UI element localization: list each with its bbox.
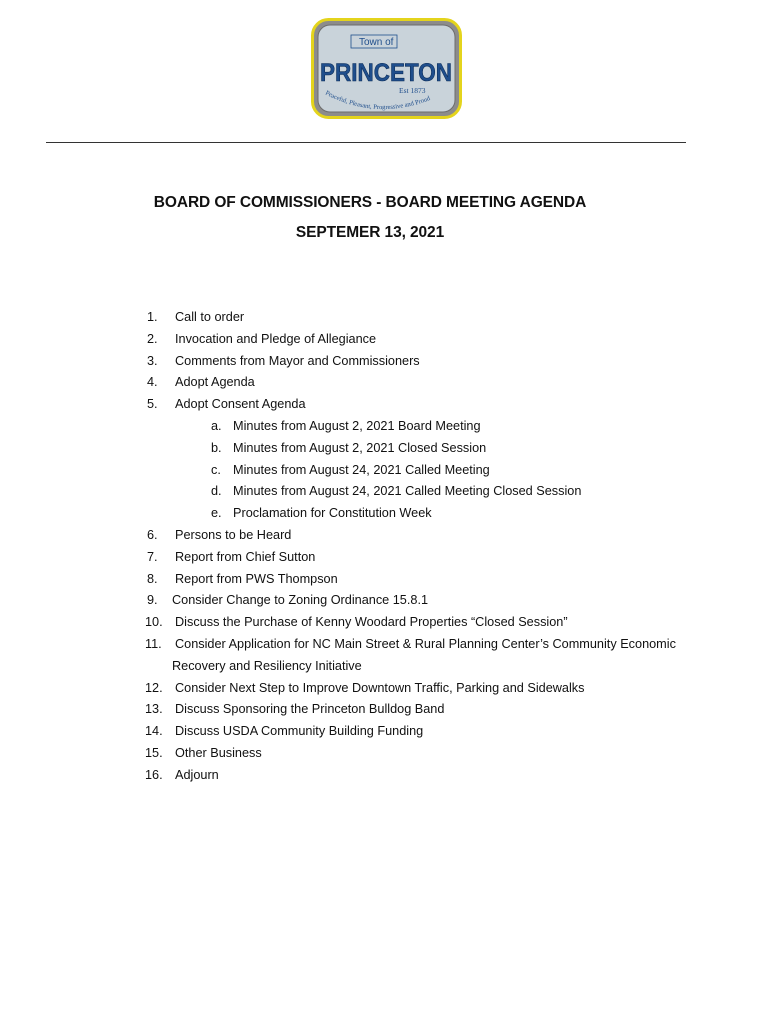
item-number: 7. (147, 549, 158, 564)
list-item (0, 765, 770, 787)
svg-text:Town of: Town of (359, 37, 394, 48)
agenda-list (0, 307, 770, 787)
list-item (0, 307, 770, 329)
list-item-continuation (0, 656, 770, 678)
item-text: Proclamation for Constitution Week (233, 506, 432, 521)
list-item (0, 372, 770, 394)
item-letter: d. (211, 484, 222, 499)
item-number: 11. (145, 636, 162, 651)
item-number: 9. (147, 593, 158, 608)
header-divider (46, 142, 686, 143)
list-item (0, 547, 770, 569)
item-letter: c. (211, 462, 221, 477)
list-item (0, 525, 770, 547)
svg-text:Est 1873: Est 1873 (399, 86, 426, 95)
svg-text:PRINCETON: PRINCETON (320, 59, 452, 87)
item-number: 4. (147, 375, 158, 390)
town-logo (311, 18, 462, 119)
sub-list-item (0, 460, 770, 482)
item-text: Minutes from August 2, 2021 Closed Session (233, 440, 487, 455)
list-item (0, 743, 770, 765)
item-number: 15. (145, 745, 163, 760)
item-text: Adopt Agenda (175, 375, 255, 390)
item-text: Discuss USDA Community Building Funding (175, 724, 424, 739)
item-number: 3. (147, 353, 158, 368)
item-number: 14. (145, 724, 163, 739)
item-number: 13. (145, 702, 163, 717)
item-text: Minutes from August 24, 2021 Called Meeting (233, 462, 490, 477)
item-number: 8. (147, 571, 158, 586)
list-item (0, 394, 770, 416)
item-text: Minutes from August 24, 2021 Called Meeting Closed Session (233, 484, 582, 499)
sub-list-item (0, 416, 770, 438)
item-letter: b. (211, 440, 222, 455)
list-item (0, 351, 770, 373)
svg-text:Peaceful, Pleasant, Progressiv: Peaceful, Pleasant, Progressive and Proud (324, 89, 432, 112)
item-text: Adjourn (175, 767, 219, 782)
list-item (0, 721, 770, 743)
meeting-date: SEPTEMER 13, 2021 (295, 224, 445, 241)
list-item (0, 329, 770, 351)
item-text: Adopt Consent Agenda (175, 397, 306, 412)
item-number: 10. (145, 615, 163, 630)
item-number: 6. (147, 527, 158, 542)
sub-list-item (0, 481, 770, 503)
item-letter: a. (211, 418, 222, 433)
item-text: Persons to be Heard (175, 527, 292, 542)
item-number: 16. (145, 767, 163, 782)
item-text: Consider Next Step to Improve Downtown Traffic, Parking and Sidewalks (175, 680, 585, 695)
item-number: 1. (147, 310, 158, 324)
list-item (0, 569, 770, 591)
item-text: Discuss the Purchase of Kenny Woodard Properties “Closed Session” (175, 615, 568, 630)
item-text: Recovery and Resiliency Initiative (172, 658, 362, 673)
item-text: Minutes from August 2, 2021 Board Meeting (233, 418, 481, 433)
item-number: 5. (147, 397, 158, 412)
item-text: Consider Change to Zoning Ordinance 15.8.1 (172, 593, 429, 608)
list-item (0, 612, 770, 634)
princeton-seal-icon (311, 18, 462, 119)
sub-list-item (0, 503, 770, 525)
list-item (0, 590, 770, 612)
list-item (0, 678, 770, 700)
list-item (0, 699, 770, 721)
item-letter: e. (211, 506, 222, 521)
item-text: Invocation and Pledge of Allegiance (175, 331, 377, 346)
item-number: 12. (145, 680, 163, 695)
item-text: Call to order (175, 310, 245, 324)
page-title: BOARD OF COMMISSIONERS - BOARD MEETING AGENDA (153, 194, 587, 211)
item-text: Comments from Mayor and Commissioners (175, 353, 420, 368)
sub-list-item (0, 438, 770, 460)
item-text: Discuss Sponsoring the Princeton Bulldog Band (175, 702, 445, 717)
item-text: Report from Chief Sutton (175, 549, 316, 564)
item-number: 2. (147, 331, 158, 346)
item-text: Other Business (175, 745, 262, 760)
list-item (0, 634, 770, 656)
item-text: Report from PWS Thompson (175, 571, 338, 586)
item-text: Consider Application for NC Main Street & Rural Planning Center’s Community Economic (175, 636, 676, 651)
